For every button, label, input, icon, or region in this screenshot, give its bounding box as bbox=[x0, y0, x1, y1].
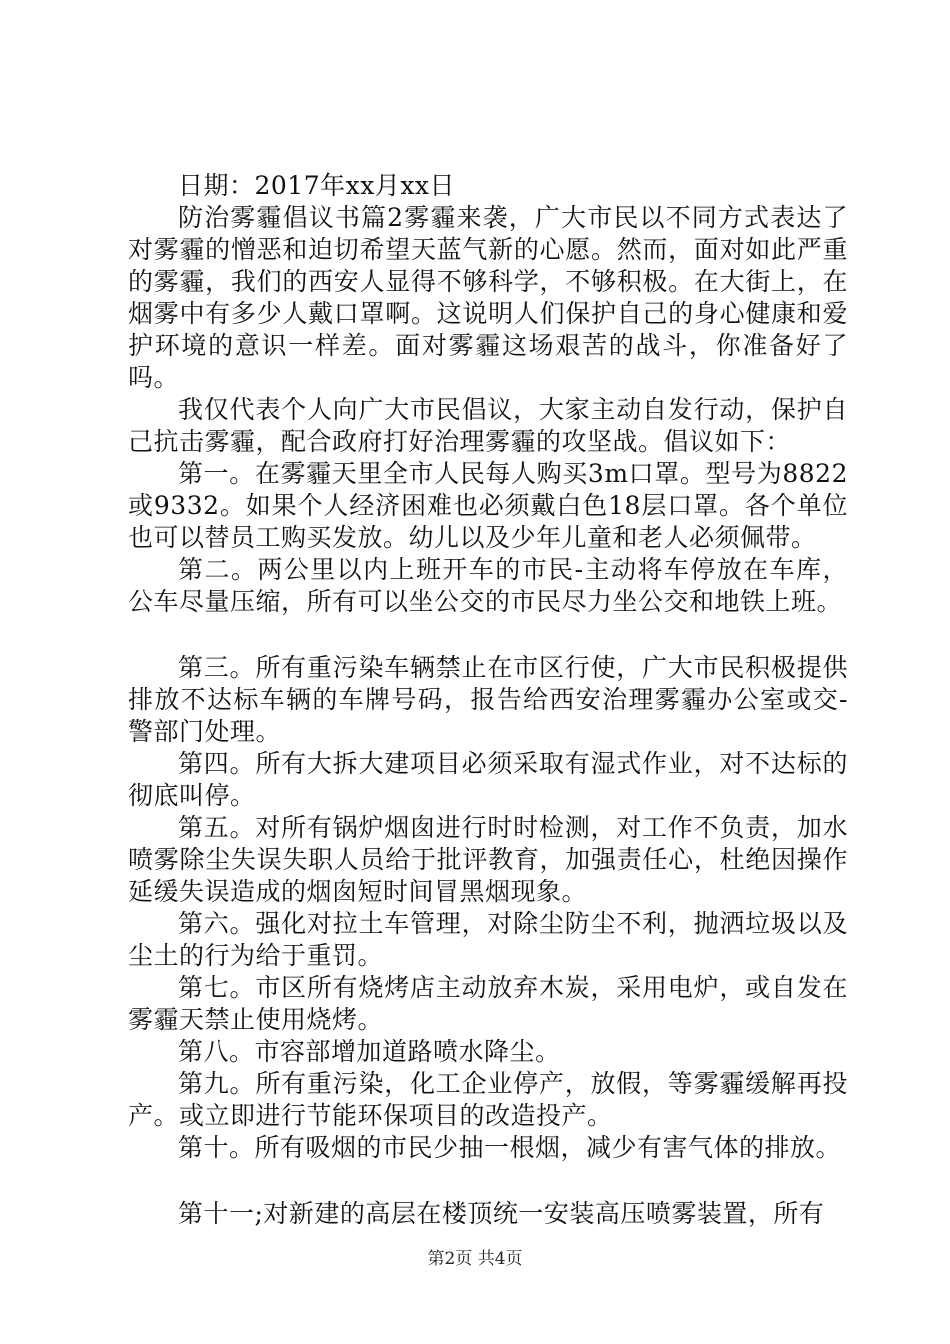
paragraph-gap bbox=[128, 618, 848, 652]
item-11: 第十一;对新建的高层在楼顶统一安装高压喷雾装置，所有 bbox=[178, 1199, 825, 1228]
item-3: 第三。所有重污染车辆禁止在市区行使，广大市民积极提供排放不达标车辆的车牌号码，报告给西安治理雾霾办公室或交-警部门处理。 bbox=[128, 653, 848, 746]
document-body bbox=[128, 170, 848, 1230]
item-7: 第七。市区所有烧烤店主动放弃木炭，采用电炉，或自发在雾霾天禁止使用烧烤。 bbox=[128, 973, 848, 1034]
item-6: 第六。强化对拉土车管理，对除尘防尘不利，抛洒垃圾以及尘土的行为给于重罚。 bbox=[128, 909, 848, 970]
paragraph-gap bbox=[128, 1164, 848, 1198]
item-2: 第二。两公里以内上班开车的市民-主动将车停放在车库，公车尽量压缩，所有可以坐公交的市民尽力坐公交和地铁上班。 bbox=[128, 555, 848, 616]
paragraph-proposal: 我仅代表个人向广大市民倡议，大家主动自发行动，保护自己抗击雾霾，配合政府打好治理雾霾的攻坚战。倡议如下： bbox=[128, 395, 848, 456]
page-number: 第2页 共4页 bbox=[427, 1249, 523, 1269]
item-8: 第八。市容部增加道路喷水降尘。 bbox=[178, 1037, 561, 1066]
item-9: 第九。所有重污染，化工企业停产，放假，等雾霾缓解再投产。或立即进行节能环保项目的改造投产。 bbox=[128, 1069, 848, 1130]
item-10: 第十。所有吸烟的市民少抽一根烟，减少有害气体的排放。 bbox=[178, 1133, 842, 1162]
date-line: 日期：2017年xx月xx日 bbox=[178, 171, 456, 200]
item-1: 第一。在雾霾天里全市人民每人购买3m口罩。型号为8822或9332。如果个人经济困难也必须戴白色18层口罩。各个单位也可以替员工购买发放。幼儿以及少年儿童和老人必须佩带。 bbox=[128, 459, 848, 552]
item-5: 第五。对所有锅炉烟囱进行时时检测，对工作不负责，加水喷雾除尘失误失职人员给于批评教育，加强责任心，杜绝因操作延缓失误造成的烟囱短时间冒黑烟现象。 bbox=[128, 813, 848, 906]
paragraph-intro: 防治雾霾倡议书篇2雾霾来袭，广大市民以不同方式表达了对雾霾的憎恶和迫切希望天蓝气新的心愿。然而，面对如此严重的雾霾，我们的西安人显得不够科学，不够积极。在大街上，在烟雾中有多少人戴口罩啊。这说明人们保护自己的身心健康和爱护环境的意识一样差。面对雾霾这场艰苦的战斗，你准备好了吗。 bbox=[128, 203, 848, 392]
item-4: 第四。所有大拆大建项目必须采取有湿式作业，对不达标的彻底叫停。 bbox=[128, 749, 848, 810]
